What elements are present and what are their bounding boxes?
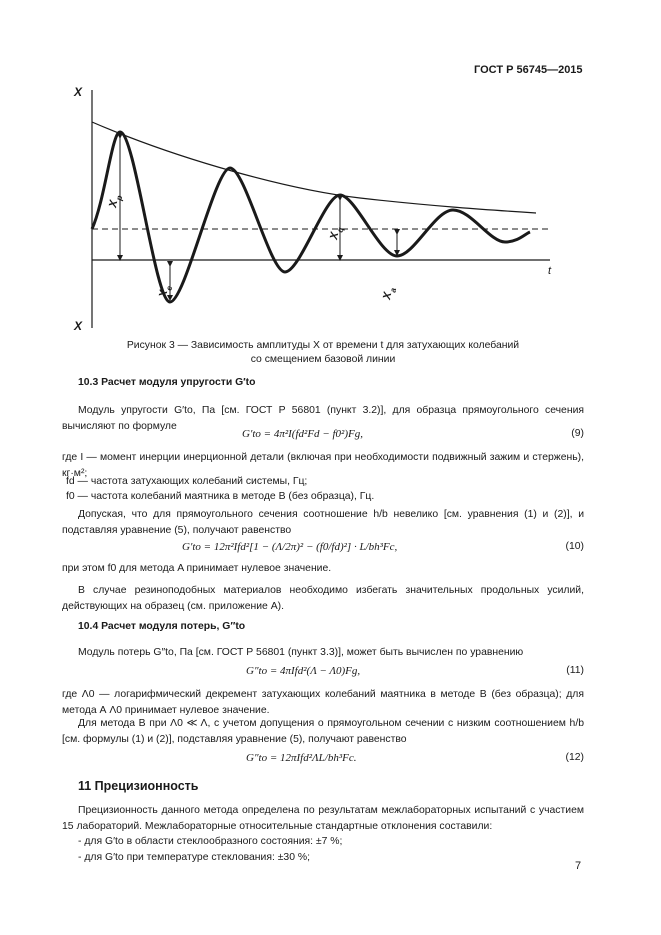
sec103-where-2: fd — частота затухающих колебаний системы, Гц; [66, 476, 308, 487]
amplitude-envelope [92, 122, 536, 213]
label-xa-sub: a [388, 287, 399, 294]
axis-label-t: t [548, 265, 552, 277]
label-xe: X [157, 289, 171, 299]
axis-label-x-bottom: X [74, 319, 83, 333]
label-xe-sub: e [164, 285, 175, 292]
equation-10-formula: G′to = 12π²Ifd²[1 − (Λ/2π)² − (f0/fd)²] · L/bh³Fc, [182, 541, 398, 553]
section-10-3-title: 10.3 Расчет модуля упругости G′to [78, 377, 256, 388]
sec103-where-3: f0 — частота колебаний маятника в методе B (без образца), Гц. [66, 491, 375, 502]
axis-label-x-top: X [74, 85, 83, 99]
section-11-title: 11 Прецизионность [78, 779, 199, 793]
damped-oscillation-figure [60, 80, 560, 338]
page-number: 7 [575, 860, 582, 872]
sec11-list-item-2: - для G′to при температуре стеклования: ±30 %; [78, 852, 310, 863]
sec104-paragraph-1: Модуль потерь G″to, Па [см. ГОСТ Р 56801 (пункт 3.3)], может быть вычислен по уравнению [78, 647, 524, 658]
equation-11-number: (11) [566, 665, 584, 676]
sec103-where-1: где I — момент инерции инерционной детали (включая при необходимости подвижный зажим и стержень), кг·м²; [62, 452, 584, 479]
sec103-paragraph-2: Допуская, что для прямоугольного сечения соотношение h/b невелико [см. уравнения (1) и (2)], и подставляя уравнение (5), получают равенство [62, 509, 584, 536]
sec103-paragraph-1: Модуль упругости G′to, Па [см. ГОСТ Р 56801 (пункт 3.2)], для образца прямоугольного сечения вычисляют по формуле [62, 405, 584, 432]
sec104-paragraph-2: где Λ0 — логарифмический декремент затухающих колебаний маятника в методе B (без образца); для метода А Λ0 принимает нулевое значение. [62, 689, 584, 716]
equation-9 [62, 428, 584, 444]
equation-11 [62, 665, 584, 681]
label-xq: X [328, 231, 342, 241]
equation-12-formula: G″to = 12πIfd²ΛL/bh³Fc. [246, 752, 357, 764]
sec103-paragraph-3: при этом f0 для метода A принимает нулевое значение. [62, 563, 332, 574]
sec11-paragraph-1: Прецизионность данного метода определена по результатам межлабораторных испытаний с участием 15 лабораторий. Межлабораторные относительные стандартные отклонения составили: [62, 805, 584, 832]
equation-10-number: (10) [565, 541, 584, 552]
sec103-paragraph-4: В случае резиноподобных материалов необходимо избегать значительных продольных усилий, действующих на образец (см. приложение А). [62, 585, 584, 612]
standard-header: ГОСТ Р 56745—2015 [474, 64, 583, 76]
equation-12 [62, 752, 584, 768]
equation-11-formula: G″to = 4πIfd²(Λ − Λ0)Fg, [246, 665, 361, 677]
sec104-paragraph-3: Для метода В при Λ0 ≪ Λ, с учетом допущения о прямоугольном сечении с низким соотношением h/b [см. формулы (1) и (2)], подставляя уравнение (5), получают равенство [62, 718, 584, 745]
label-xq-sub: q [335, 226, 346, 234]
damped-wave [92, 132, 530, 302]
equation-9-formula: G′to = 4π²I(fd²Fd − f0²)Fg, [242, 428, 363, 440]
label-xa: X [381, 291, 395, 301]
label-xp: X [107, 199, 121, 209]
equation-10 [62, 541, 584, 557]
equation-9-number: (9) [571, 428, 584, 439]
figure-caption-line1: Рисунок 3 — Зависимость амплитуды X от времени t для затухающих колебаний [126, 340, 520, 351]
equation-12-number: (12) [565, 752, 584, 763]
sec11-list-item-1: - для G′to в области стеклообразного состояния: ±7 %; [78, 836, 343, 847]
label-xp-sub: p [114, 194, 125, 202]
figure-caption-line2: со смещением базовой линии [250, 354, 396, 365]
section-10-4-title: 10.4 Расчет модуля потерь, G″to [78, 621, 246, 632]
